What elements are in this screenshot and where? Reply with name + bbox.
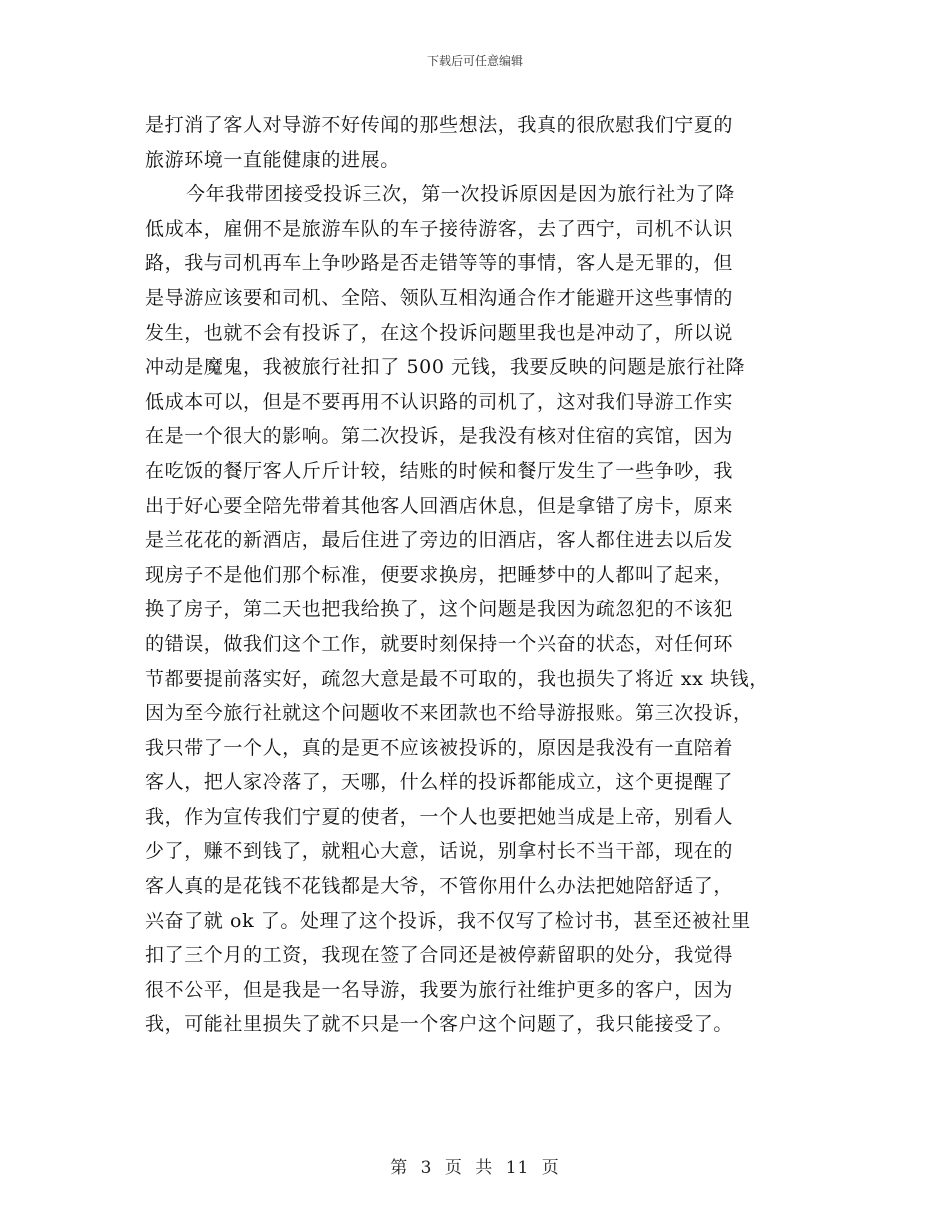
text-line: 客人真的是花钱不花钱都是大爷，不管你用什么办法把她陪舒适了，: [145, 875, 734, 898]
text-line: 旅游环境一直能健康的进展。: [145, 148, 400, 171]
text-line: 少了，赚不到钱了，就粗心大意，话说，别拿村长不当干部，现在的: [145, 840, 734, 863]
text-line: 因为至今旅行社就这个问题收不来团款也不给导游报账。第三次投诉，: [145, 702, 753, 725]
text-line: 现房子不是他们那个标准，便要求换房，把睡梦中的人都叫了起来，: [145, 563, 734, 586]
text-line: 低成本可以，但是不要再用不认识路的司机了，这对我们导游工作实: [145, 390, 734, 413]
text-line: 冲动是魔鬼，我被旅行社扣了 500 元钱，我要反映的问题是旅行社降: [145, 356, 746, 379]
text-line: 路，我与司机再车上争吵路是否走错等等的事情，客人是无罪的，但: [145, 252, 734, 275]
text-line: 换了房子，第二天也把我给换了，这个问题是我因为疏忽犯的不该犯: [145, 598, 734, 621]
text-line: 很不公平，但是我是一名导游，我要为旅行社维护更多的客户，因为: [145, 978, 734, 1001]
text-line: 是兰花花的新酒店，最后住进了旁边的旧酒店，客人都住进去以后发: [145, 529, 734, 552]
document-body: [145, 108, 805, 1042]
text-line: 在是一个很大的影响。第二次投诉，是我没有核对住宿的宾馆，因为: [145, 425, 734, 448]
page-number: 第 3 页 共 11 页: [390, 1158, 560, 1178]
text-line: 发生，也就不会有投诉了，在这个投诉问题里我也是冲动了，所以说: [145, 321, 734, 344]
text-line: 扣了三个月的工资，我现在签了合同还是被停薪留职的处分，我觉得: [145, 944, 734, 967]
text-line: 是打消了客人对导游不好传闻的那些想法，我真的很欣慰我们宁夏的: [145, 114, 734, 136]
text-line: 低成本，雇佣不是旅游车队的车子接待游客，去了西宁，司机不认识: [145, 217, 734, 240]
text-line: 出于好心要全陪先带着其他客人回酒店休息，但是拿错了房卡，原来: [145, 494, 734, 517]
text-line: 节都要提前落实好，疏忽大意是最不可取的，我也损失了将近 xx 块钱，: [145, 667, 769, 690]
text-line: 兴奋了就 ok 了。处理了这个投诉，我不仅写了检讨书，甚至还被社里: [145, 909, 751, 932]
paragraph-start-line: 今年我带团接受投诉三次，第一次投诉原因是因为旅行社为了降: [186, 183, 735, 206]
text-line: 我只带了一个人，真的是更不应该被投诉的，原因是我没有一直陪着: [145, 736, 734, 759]
text-line: 是导游应该要和司机、全陪、领队互相沟通合作才能避开这些事情的: [145, 286, 734, 309]
text-line: 客人，把人家冷落了，天哪，什么样的投诉都能成立，这个更提醒了: [145, 771, 734, 794]
text-line: 的错误，做我们这个工作，就要时刻保持一个兴奋的状态，对任何环: [145, 632, 734, 655]
text-line: 我，可能社里损失了就不只是一个客户这个问题了，我只能接受了。: [145, 1013, 734, 1036]
text-line: 我，作为宣传我们宁夏的使者，一个人也要把她当成是上帝，别看人: [145, 805, 734, 828]
text-line: 在吃饭的餐厅客人斤斤计较，结账的时候和餐厅发生了一些争吵，我: [145, 459, 734, 482]
page-header-note: 下载后可任意编辑: [426, 54, 523, 68]
